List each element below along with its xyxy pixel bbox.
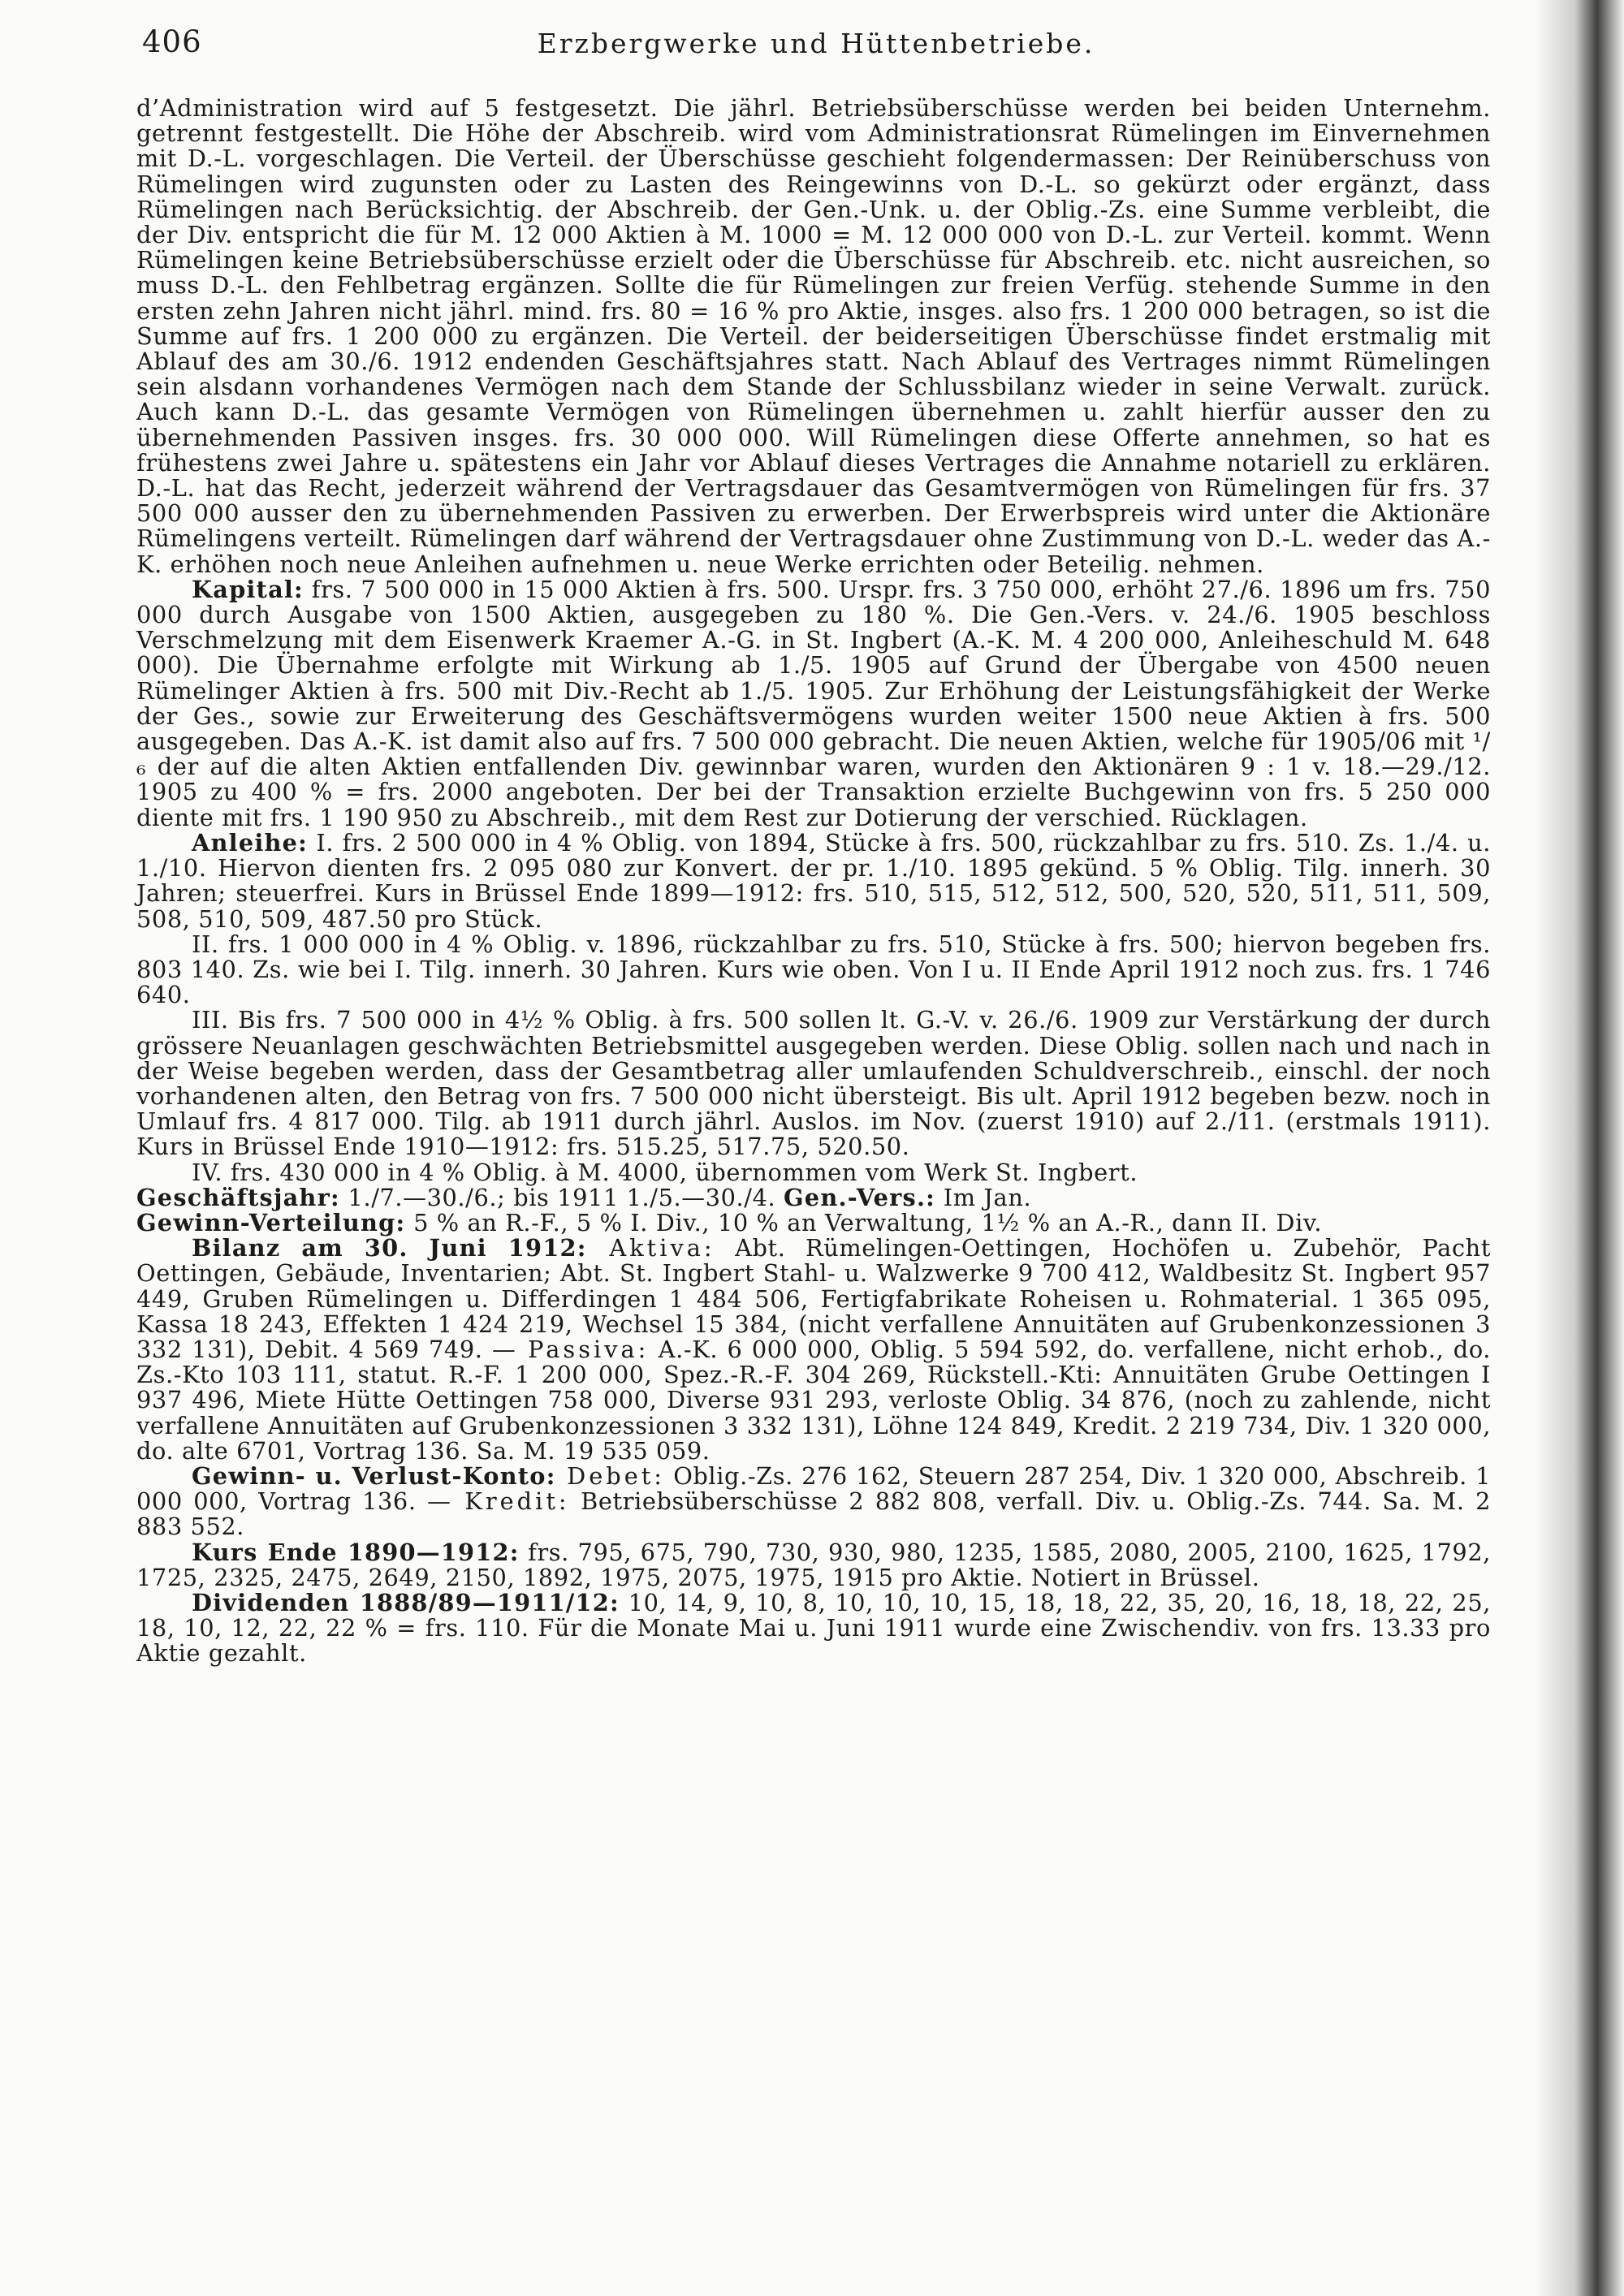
guv-kredit-label: Kredit: <box>451 1487 570 1516</box>
bilanz-passiva-text: A.-K. 6 000 000, Oblig. 5 594 592, do. verfallene, nicht erhob., do. Zs.-Kto 103 111, statut. R.-F. 1 200 000, Spez.-R.-F. 304 269, Rückstell.-Kti: Annuitäten Grube Oettingen I 937 496, Miete Hütte Oettingen 758 000, Diverse 931 293, verloste Oblig. 34 876, (noch zu zahlende, nicht verfallene Annuitäten auf Grubenkonzessionen 3 332 131), Löhne 124 849, Kredit. 2 219 734, Div. 1 320 000, do. alte 6701, Vortrag 136. Sa. M. 19 535 059. <box>136 1335 1492 1465</box>
intro-paragraph: d’Administration wird auf 5 festgesetzt. Die jährl. Betriebsüberschüsse werden bei beiden Unternehm. getrennt festgestellt. Die Höhe der Abschreib. wird vom Administrationsrat Rümelingen im Einvernehmen mit D.-L. vorgeschlagen. Die Verteil. der Überschüsse geschieht folgendermassen: Der Reinüberschuss von Rümelingen wird zugunsten oder zu Lasten des Reingewinns von D.-L. so gekürzt oder ergänzt, dass Rümelingen nach Berücksichtig. der Abschreib. der Gen.-Unk. u. der Oblig.-Zs. eine Summe verbleibt, die der Div. entspricht die für M. 12 000 Aktien à M. 1000 = M. 12 000 000 von D.-L. zur Verteil. kommt. Wenn Rümelingen keine Betriebsüberschüsse erzielt oder die Überschüsse für Abschreib. etc. nicht ausreichen, so muss D.-L. den Fehlbetrag ergänzen. Sollte die für Rümelingen zur freien Verfüg. stehende Summe in den ersten zehn Jahren nicht jährl. mind. frs. 80 = 16 % pro Aktie, insges. also frs. 1 200 000 betragen, so ist die Summe auf frs. 1 200 000 zu ergänzen. Die Verteil. der beiderseitigen Überschüsse findet erstmalig mit Ablauf des am 30./6. 1912 endenden Geschäftsjahres statt. Nach Ablauf des Vertrages nimmt Rümelingen sein alsdann vorhandenes Vermögen nach dem Stande der Schlussbilanz wieder in seine Verwalt. zurück. Auch kann D.-L. das gesamte Vermögen von Rümelingen übernehmen u. zahlt hierfür ausser den zu übernehmenden Passiven insges. frs. 30 000 000. Will Rümelingen diese Offerte annehmen, so hat es frühestens zwei Jahre u. spätestens ein Jahr vor Ablauf dieses Vertrages die Annahme notariell zu erklären. D.-L. hat das Recht, jederzeit während der Vertragsdauer das Gesamtvermögen von Rümelingen für frs. 37 500 000 ausser den zu übernehmenden Passiven zu erwerben. Der Erwerbspreis wird unter die Aktionäre Rümelingens verteilt. Rümelingen darf während der Vertragsdauer ohne Zustimmung von D.-L. weder das A.-K. erhöhen noch neue Anleihen aufnehmen u. neue Werke errichten oder Beteilig. nehmen. <box>136 94 1491 578</box>
bilanz-passiva-label: Passiva: <box>516 1335 650 1363</box>
kurs-text: frs. 795, 675, 790, 730, 930, 980, 1235, 1585, 2080, 2005, 2100, 1625, 1792, 1725, 2325, 2475, 2649, 2150, 1892, 1975, 2075, 1975, 1915 pro Aktie. Notiert in Brüssel. <box>136 1538 1491 1591</box>
book-spine-shadow <box>1535 0 1624 2296</box>
anleihe-2-paragraph: II. frs. 1 000 000 in 4 % Oblig. v. 1896, rückzahlbar zu frs. 510, Stücke à frs. 500; hiervon begeben frs. 803 140. Zs. wie bei I. Tilg. innerh. 30 Jahren. Kurs wie oben. Von I u. II Ende April 1912 noch zus. frs. 1 746 640. <box>136 930 1491 1009</box>
geschaeftsjahr-paragraph <box>136 1185 1491 1211</box>
dividenden-paragraph <box>136 1590 1491 1667</box>
geschaeftsjahr-text: 1./7.—30./6.; bis 1911 1./5.—30./4. <box>339 1183 784 1211</box>
kapital-text: frs. 7 500 000 in 15 000 Aktien à frs. 500. Urspr. frs. 3 750 000, erhöht 27./6. 1896 um frs. 750 000 durch Ausgabe von 1500 Aktien, ausgegeben zu 180 %. Die Gen.-Vers. v. 24./6. 1905 beschloss Verschmelzung mit dem Eisenwerk Kraemer A.-G. in St. Ingbert (A.-K. M. 4 200 000, Anleiheschuld M. 648 000). Die Übernahme erfolgte mit Wirkung ab 1./5. 1905 auf Grund der Übergabe von 4500 neuen Rümelinger Aktien à frs. 500 mit Div.-Recht ab 1./5. 1905. Zur Erhöhung der Leistungsfähigkeit der Werke der Ges., sowie zur Erweiterung des Geschäftsvermögens wurden weiter 1500 neue Aktien à frs. 500 ausgegeben. Das A.-K. ist damit also auf frs. 7 500 000 gebracht. Die neuen Aktien, welche für 1905/06 mit ¹/₆ der auf die alten Aktien entfallenden Div. gewinnbar waren, wurden den Aktionären 9 : 1 v. 18.—29./12. 1905 zu 400 % = frs. 2000 angeboten. Der bei der Transaktion erzielte Buchgewinn von frs. 5 250 000 diente mit frs. 1 190 950 zu Abschreib., mit dem Rest zur Dotierung der verschied. Rücklagen. <box>136 575 1491 831</box>
kurs-paragraph <box>136 1540 1491 1590</box>
anleihe-4-paragraph: IV. frs. 430 000 in 4 % Oblig. à M. 4000, übernommen vom Werk St. Ingbert. <box>192 1158 1138 1186</box>
guv-paragraph <box>136 1461 1491 1541</box>
bilanz-label: Bilanz am 30. Juni 1912: <box>192 1234 587 1262</box>
bilanz-aktiva-text: Abt. Rümelingen-Oettingen, Hochöfen u. Zubehör, Pacht Oettingen, Gebäude, Inventarien; Abt. St. Ingbert Stahl- u. Walzwerke 9 700 412, Waldbesitz St. Ingbert 957 449, Gruben Rümelingen u. Differdingen 1 484 506, Fertigfabrikate Roheisen u. Rohmaterial. 1 365 095, Kassa 18 243, Effekten 1 424 219, Wechsel 15 384, (nicht verfallene Annuitäten auf Grubenkonzessionen 3 332 131), Debit. 4 569 749. — <box>136 1234 1491 1363</box>
guv-debet-label: Debet: <box>555 1461 666 1490</box>
gewinn-verteilung-label: Gewinn-Verteilung: <box>136 1208 406 1236</box>
anleihe-label: Anleihe: <box>192 828 308 857</box>
genvers-label: Gen.-Vers.: <box>784 1183 936 1211</box>
anleihe-text: I. frs. 2 500 000 in 4 % Oblig. von 1894, Stücke à frs. 500, rückzahlbar zu frs. 510. Zs. 1./4. u. 1./10. Hiervon dienten frs. 2 095 080 zur Konvert. der pr. 1./10. 1895 gekünd. 5 % Oblig. Tilg. innerh. 30 Jahren; steuerfrei. Kurs in Brüssel Ende 1899—1912: frs. 510, 515, 512, 512, 500, 520, 520, 511, 511, 509, 508, 510, 509, 487.50 pro Stück. <box>136 828 1491 933</box>
running-head <box>142 24 1490 65</box>
running-title: Erzbergwerke und Hüttenbetriebe. <box>537 28 1095 59</box>
dividenden-text: 10, 14, 9, 10, 8, 10, 10, 10, 15, 18, 18, 22, 35, 20, 16, 18, 18, 22, 25, 18, 10, 12, 22, 22 % = frs. 110. Für die Monate Mai u. Juni 1911 wurde eine Zwischendiv. von frs. 13.33 pro Aktie gezahlt. <box>136 1588 1492 1668</box>
dividenden-label: Dividenden 1888/89—1911/12: <box>192 1588 620 1616</box>
bilanz-aktiva-label: Aktiva: <box>586 1234 715 1262</box>
gewinn-verteilung-text: 5 % an R.-F., 5 % I. Div., 10 % an Verwaltung, 1½ % an A.-R., dann II. Div. <box>405 1208 1323 1236</box>
kapital-label: Kapital: <box>192 575 304 603</box>
geschaeftsjahr-label: Geschäftsjahr: <box>136 1183 340 1211</box>
kurs-label: Kurs Ende 1890—1912: <box>192 1538 520 1566</box>
guv-kredit-text: Betriebsüberschüsse 2 882 808, verfall. Div. u. Oblig.-Zs. 744. Sa. M. 2 883 552. <box>136 1487 1491 1541</box>
anleihe-paragraph <box>136 828 1491 933</box>
page-number: 406 <box>142 24 202 59</box>
anleihe-3-paragraph: III. Bis frs. 7 500 000 in 4½ % Oblig. à frs. 500 sollen lt. G.-V. v. 26./6. 1909 zur Verstärkung der durch grössere Neuanlagen geschwächten Betriebsmittel ausgegeben werden. Diese Oblig. sollen nach und nach in der Weise begeben werden, dass der Gesamtbetrag aller umlaufenden Schuldverschreib., einschl. der noch vorhandenen alten, den Betrag von frs. 7 500 000 nicht übersteigt. Bis ult. April 1912 begeben bezw. noch in Umlauf frs. 4 817 000. Tilg. ab 1911 durch jährl. Auslos. im Nov. (zuerst 1910) auf 2./11. (erstmals 1911). Kurs in Brüssel Ende 1910—1912: frs. 515.25, 517.75, 520.50. <box>136 1006 1491 1161</box>
gewinn-verteilung-paragraph <box>136 1208 1491 1236</box>
genvers-text: Im Jan. <box>935 1183 1032 1211</box>
guv-debet-text: Oblig.-Zs. 276 162, Steuern 287 254, Div. 1 320 000, Abschreib. 1 000 000, Vortrag 136. — <box>136 1461 1491 1516</box>
guv-label: Gewinn- u. Verlust-Konto: <box>192 1461 556 1490</box>
kapital-paragraph <box>136 577 1491 831</box>
page-body <box>136 96 1491 1667</box>
bilanz-paragraph <box>136 1236 1491 1464</box>
